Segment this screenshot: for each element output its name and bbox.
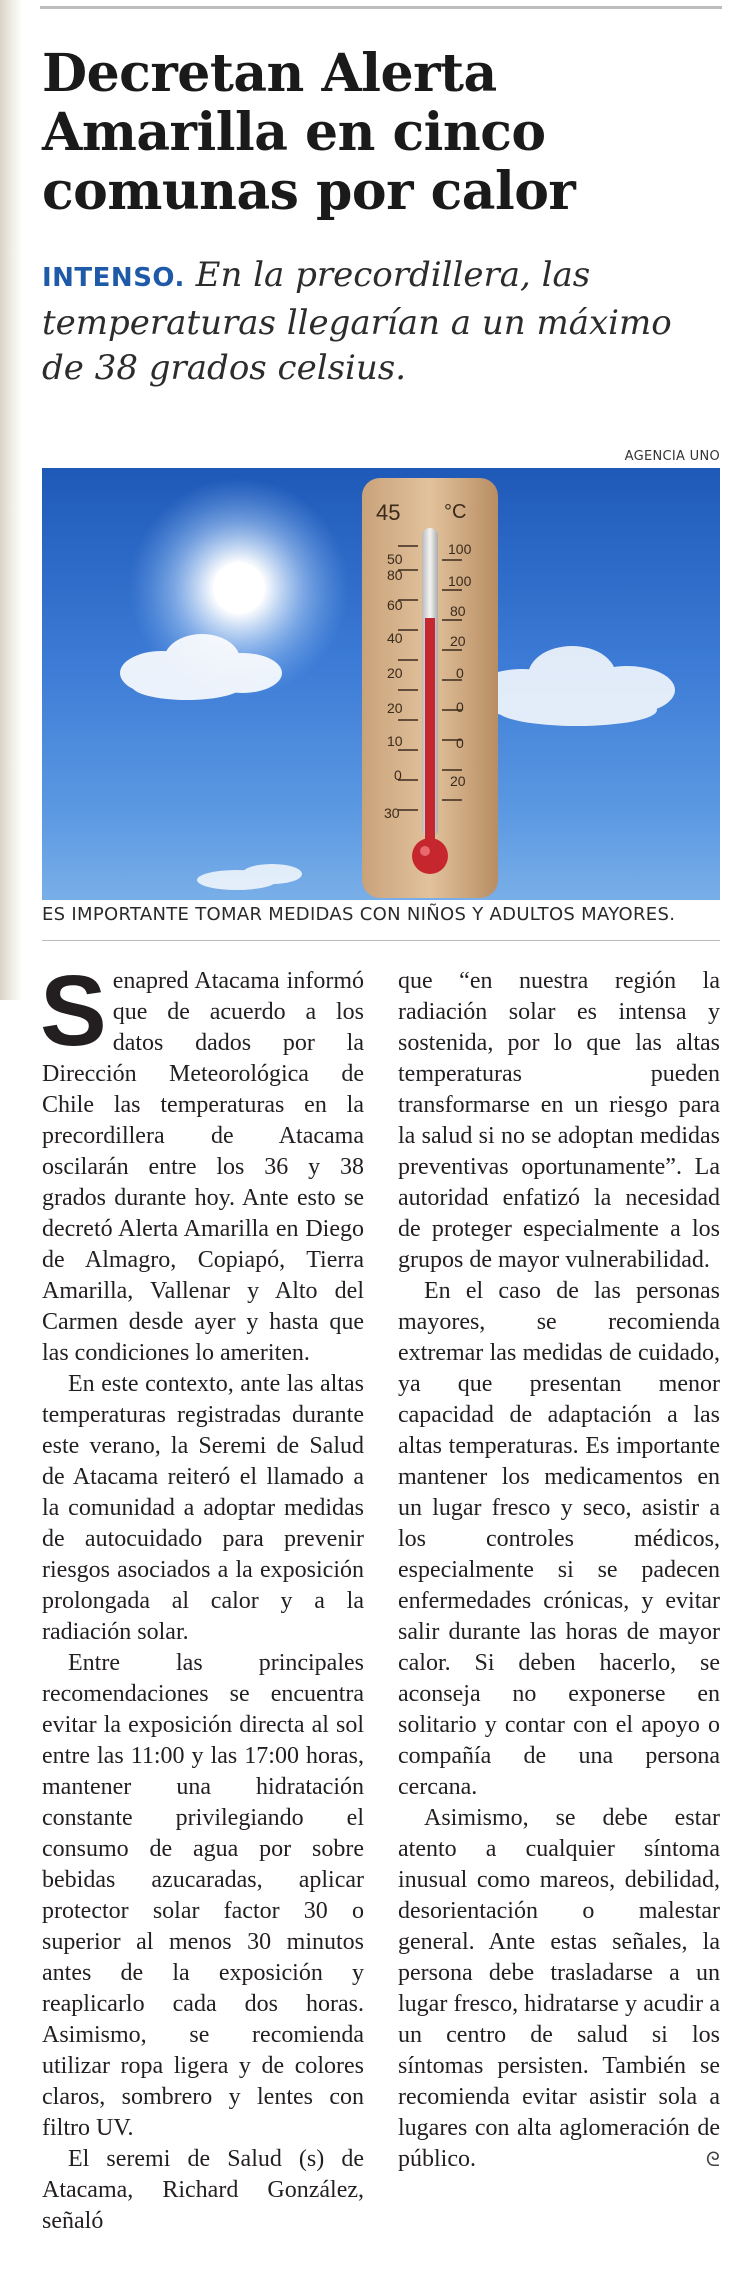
- cloud-bottom: [197, 864, 302, 890]
- svg-text:20: 20: [387, 665, 403, 681]
- paragraph: Senapred Atacama informó que de acuerdo a los datos dados por la Dirección Meteorológica de Chile las temperaturas en la precordillera de Atacama oscilarán entre los 36 y 38 grados durante hoy. Ante esto se decretó Alerta Amarilla en Diego de Almagro, Copiapó, Tierra Amarilla, Vallenar y Alto del Carmen desde ayer y hasta que las condiciones lo ameriten.: [40, 955, 364, 1366]
- svg-text:80: 80: [450, 603, 466, 619]
- thermometer-photo: [42, 468, 720, 900]
- kicker: INTENSO.: [42, 263, 185, 293]
- paragraph: En el caso de las personas mayores, se recomienda extremar las medidas de cuidado, ya que presentan menor capacidad de adaptación a las altas temperaturas. Es importante mantener los medicamentos en un lugar fresco y seco, asistir a los controles médicos, especialmente si se padecen enfermedades crónicas, y evitar salir durante las horas de mayor calor. Si deben hacerlo, se aconseja no exponerse en solitario y contar con el apoyo o compañía de una persona cercana.: [398, 1278, 720, 1800]
- paragraph: que “en nuestra región la radiación solar es intensa y sostenida, por lo que las altas temperaturas pueden transformarse en un riesgo para la salud si no se adoptan medidas preventivas oportunamente”. La autoridad enfatizó la necesidad de proteger especialmente a los grupos de mayor vulnerabilidad.: [398, 968, 720, 1273]
- thermo-unit: °C: [444, 501, 467, 523]
- drop-cap: S: [40, 955, 107, 1067]
- sun: [213, 562, 265, 614]
- photo-illustration: [42, 468, 720, 900]
- svg-text:80: 80: [387, 567, 403, 583]
- svg-text:10: 10: [387, 733, 403, 749]
- paragraph: El seremi de Salud (s) de Atacama, Richard González, señaló: [42, 2146, 364, 2234]
- caption-divider: [42, 940, 720, 941]
- svg-text:20: 20: [387, 700, 403, 716]
- photo-credit: AGENCIA UNO: [624, 449, 720, 464]
- svg-text:20: 20: [450, 633, 466, 649]
- mercury-column: [425, 618, 435, 843]
- mercury-bulb: [412, 838, 448, 874]
- svg-text:50: 50: [387, 551, 403, 567]
- deck-text: En la precordillera, las temperaturas llegarían a un máximo de 38 grados celsius.: [42, 255, 672, 388]
- svg-text:100: 100: [448, 573, 472, 589]
- paragraph: Entre las principales recomendaciones se encuentra evitar la exposición directa al sol entre las 11:00 y las 17:00 horas, mantener una hidratación constante privilegiando el consumo de agua por sobre bebidas azucaradas, aplicar protector solar factor 30 o superior al menos 30 minutos antes de la exposición y reaplicarlo cada dos horas. Asimismo, se recomienda utilizar ropa ligera y de colores claros, sombrero y lentes con filtro UV.: [42, 1650, 364, 2141]
- svg-text:0: 0: [456, 665, 464, 681]
- svg-text:0: 0: [456, 699, 464, 715]
- svg-text:40: 40: [387, 630, 403, 646]
- body-column-left: [40, 955, 364, 2237]
- svg-text:100: 100: [448, 541, 472, 557]
- svg-text:60: 60: [387, 597, 403, 613]
- news-article: [40, 0, 720, 2234]
- paragraph: En este contexto, ante las altas temperaturas registradas durante este verano, la Seremi de Salud de Atacama reiteró el llamado a la comunidad a adoptar medidas de autocuidado para prevenir riesgos asociados a la exposición prolongada al calor y a la radiación solar.: [42, 1371, 364, 1645]
- body-column-right: [398, 966, 720, 2175]
- deck: [42, 253, 720, 391]
- paragraph: Asimismo, se debe estar atento a cualquier síntoma inusual como mareos, debilidad, desorientación o malestar general. Ante estas señales, la persona debe trasladarse a un lugar fresco, hidratarse y acudir a un centro de salud si los síntomas persisten. También se recomienda evitar asistir sola a lugares con alta aglomeración de público. ᘓ: [398, 1803, 720, 2175]
- photo-caption: ES IMPORTANTE TOMAR MEDIDAS CON NIÑOS Y ADULTOS MAYORES.: [42, 904, 676, 925]
- headline: Decretan Alerta Amarilla en cinco comunas por calor: [42, 43, 576, 222]
- svg-text:0: 0: [394, 767, 402, 783]
- svg-text:30: 30: [384, 805, 400, 821]
- end-mark-icon: ᘓ: [705, 2147, 720, 2171]
- svg-text:20: 20: [450, 773, 466, 789]
- cloud-right: [472, 646, 675, 726]
- thermo-top-label: 45: [376, 500, 401, 525]
- page-fold-edge: [0, 0, 22, 1000]
- svg-text:0: 0: [456, 735, 464, 751]
